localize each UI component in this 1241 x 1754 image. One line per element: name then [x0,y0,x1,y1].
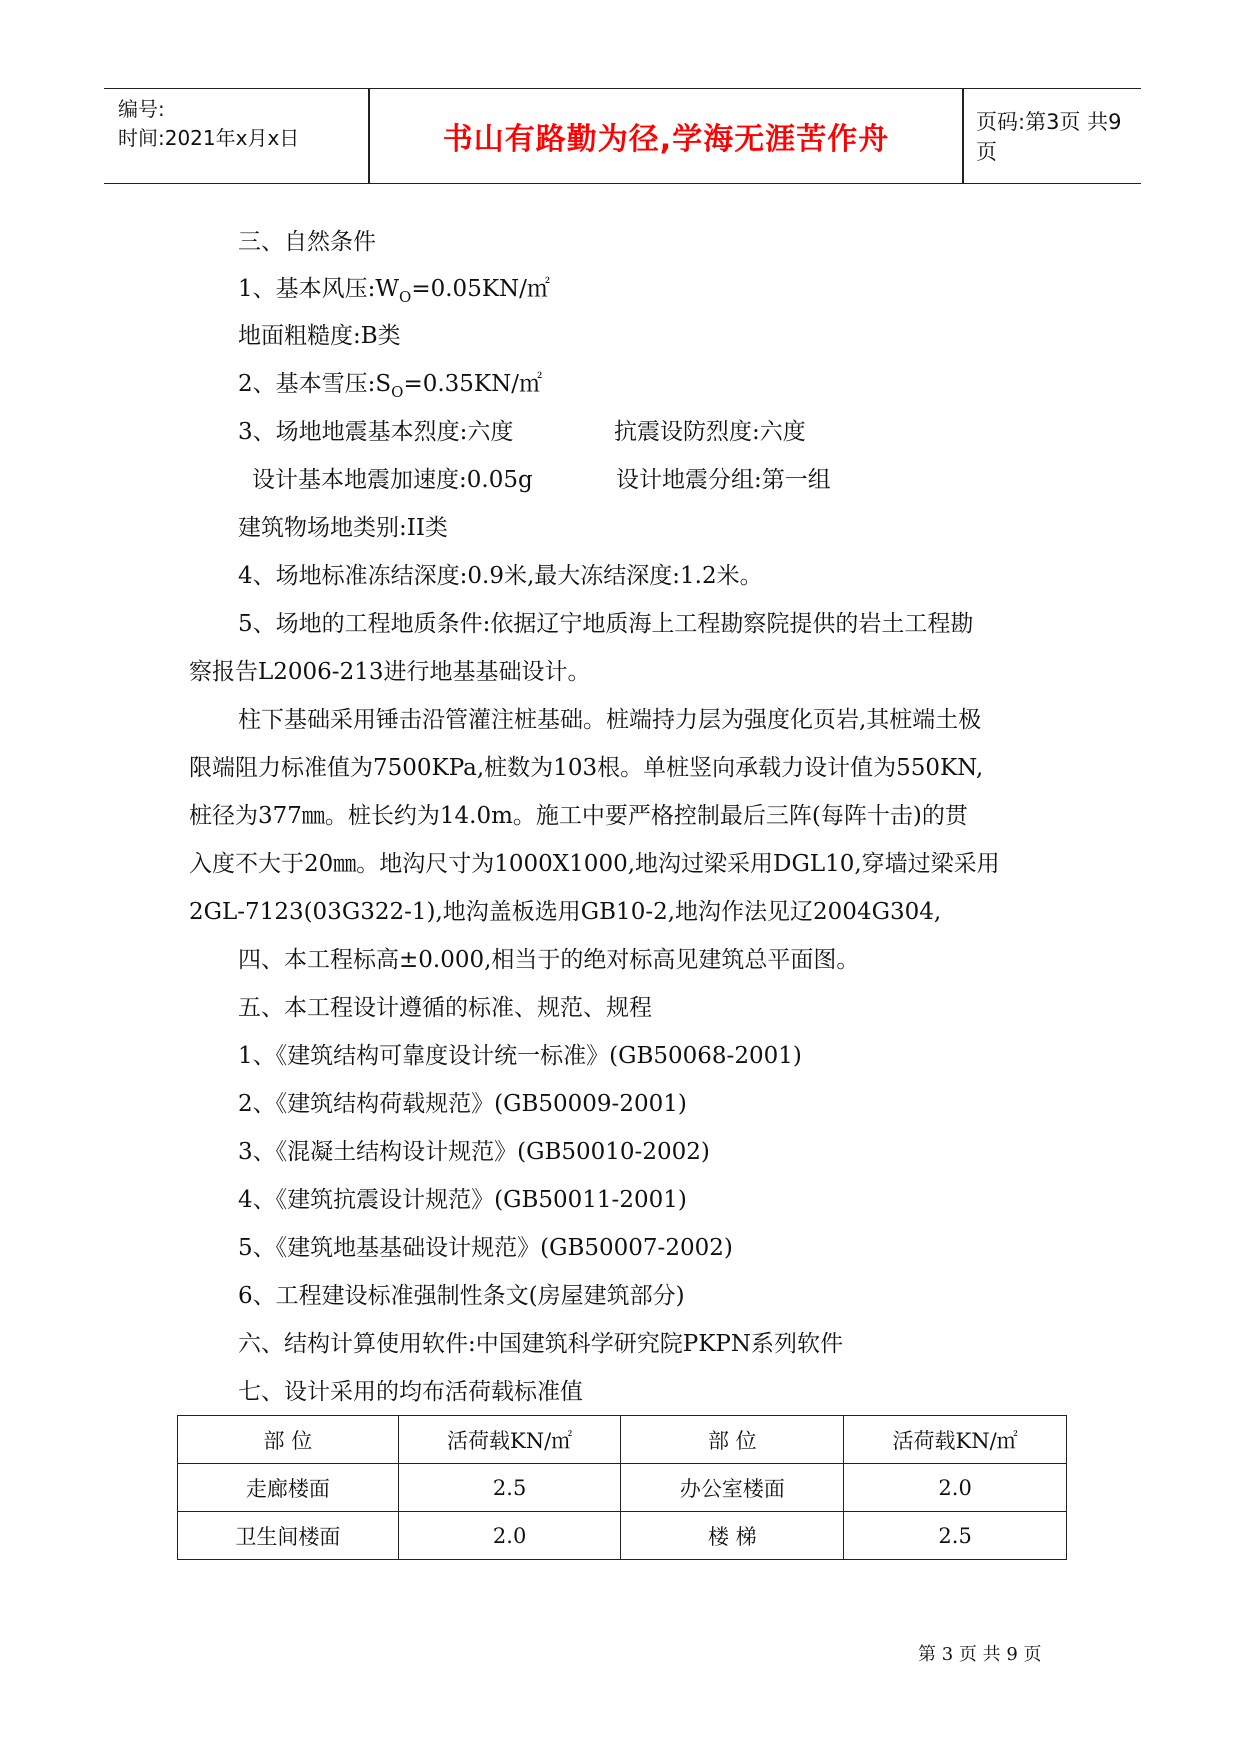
table-row [178,1512,1067,1560]
basic-wind-pressure [238,274,550,312]
table-cell: 卫生间楼面 [178,1512,399,1560]
table-row [178,1464,1067,1512]
seismic-fortification-intensity: 抗震设防烈度:六度 [614,419,806,445]
table-header-cell: 活荷载KN/㎡ [844,1416,1067,1464]
page-footer-number: 第 3 页 共 9 页 [918,1644,1042,1665]
standard-item: 2、《建筑结构荷载规范》(GB50009-2001) [238,1091,687,1117]
standard-item: 1、《建筑结构可靠度设计统一标准》(GB50068-2001) [238,1043,802,1069]
header-motto-cell [370,89,962,183]
table-cell: 2.5 [398,1464,621,1512]
foundation-paragraph-line4: 入度不大于20㎜。地沟尺寸为1000X1000,地沟过梁采用DGL10,穿墙过梁采用 [189,851,1000,877]
table-cell: 办公室楼面 [621,1464,844,1512]
ground-roughness: 地面粗糙度:B类 [238,323,401,349]
wind-pressure-subscript: O [399,288,412,306]
motto-text: 书山有路勤为径,学海无涯苦作舟 [442,122,890,157]
geology-conditions-line2: 察报告L2006-213进行地基基础设计。 [189,659,591,685]
snow-pressure-text: 2、基本雪压:S [238,371,392,397]
section-heading-standards: 五、本工程设计遵循的标准、规范、规程 [238,995,652,1021]
document-time-label: 时间:2021年x月x日 [118,126,300,150]
section-heading-software: 六、结构计算使用软件:中国建筑科学研究院PKPN系列软件 [238,1331,844,1357]
wind-pressure-value: =0.05KN/㎡ [411,276,550,302]
foundation-paragraph-line3: 桩径为377㎜。桩长约为14.0m。施工中要严格控制最后三阵(每阵十击)的贯 [189,803,968,829]
table-header-cell: 活荷载KN/㎡ [398,1416,621,1464]
standard-item: 4、《建筑抗震设计规范》(GB50011-2001) [238,1187,687,1213]
page-header [104,88,1141,184]
section-heading-live-loads: 七、设计采用的均布活荷载标准值 [238,1379,583,1405]
snow-pressure-value: =0.35KN/㎡ [403,371,542,397]
frost-depth: 4、场地标准冻结深度:0.9米,最大冻结深度:1.2米。 [238,563,763,589]
live-load-table [177,1415,1067,1560]
table-cell: 楼 梯 [621,1512,844,1560]
basic-snow-pressure [238,369,542,407]
foundation-paragraph-line5: 2GL-7123(03G322-1),地沟盖板选用GB10-2,地沟作法见辽2004G304, [189,899,942,925]
header-page-label: 页码:第3页 共9页 [976,110,1122,164]
foundation-paragraph-line2: 限端阻力标准值为7500KPa,桩数为103根。单桩竖向承载力设计值为550KN, [189,755,984,781]
wind-pressure-text: 1、基本风压:W [238,276,400,302]
design-seismic-group: 设计地震分组:第一组 [616,467,831,493]
table-cell: 走廊楼面 [178,1464,399,1512]
table-header-cell: 部 位 [621,1416,844,1464]
table-cell: 2.5 [844,1512,1067,1560]
standard-item: 3、《混凝土结构设计规范》(GB50010-2002) [238,1139,710,1165]
snow-pressure-subscript: O [391,383,404,401]
header-page-cell [976,89,1141,183]
design-seismic-acceleration: 设计基本地震加速度:0.05g [252,467,533,493]
table-header-row [178,1416,1067,1464]
standard-item: 6、工程建设标准强制性条文(房屋建筑部分) [238,1283,685,1309]
seismic-intensity-basic: 3、场地地震基本烈度:六度 [238,419,514,445]
header-divider [962,89,964,183]
section-heading-natural-conditions: 三、自然条件 [238,229,376,255]
document-number-label: 编号: [118,97,165,121]
geology-conditions-line1: 5、场地的工程地质条件:依据辽宁地质海上工程勘察院提供的岩土工程勘 [238,611,974,637]
foundation-paragraph-line1: 柱下基础采用锤击沿管灌注桩基础。桩端持力层为强度化页岩,其桩端土极 [238,707,982,733]
section-heading-elevation: 四、本工程标高±0.000,相当于的绝对标高见建筑总平面图。 [238,947,860,973]
header-meta-cell [104,89,368,183]
table-cell: 2.0 [398,1512,621,1560]
site-category: 建筑物场地类别:II类 [238,515,448,541]
standard-item: 5、《建筑地基基础设计规范》(GB50007-2002) [238,1235,733,1261]
table-cell: 2.0 [844,1464,1067,1512]
table-header-cell: 部 位 [178,1416,399,1464]
